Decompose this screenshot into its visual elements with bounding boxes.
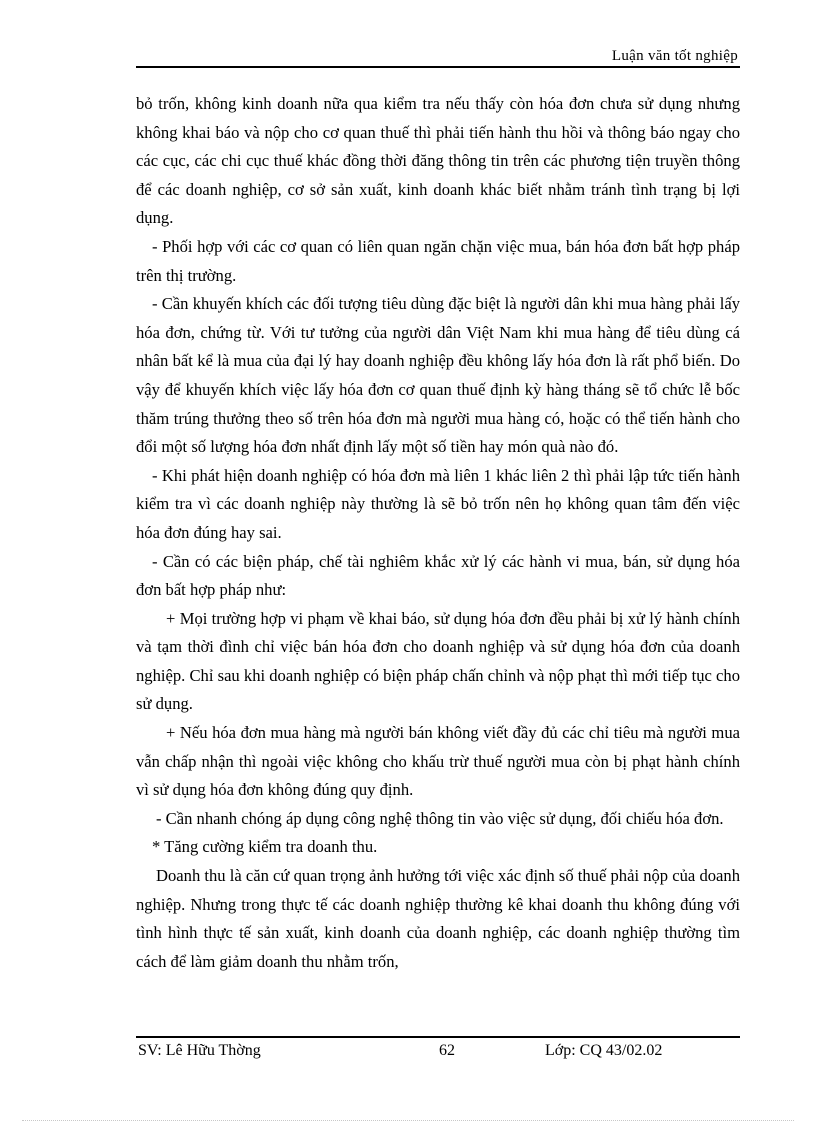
footer-class-code: Lớp: CQ 43/02.02 bbox=[545, 1042, 663, 1059]
paragraph-bullet-sanctions: - Cần có các biện pháp, chế tài nghiêm khắc xử lý các hành vi mua, bán, sử dụng hóa đơn bất hợp pháp như: bbox=[136, 551, 740, 600]
running-header-title: Luận văn tốt nghiệp bbox=[611, 48, 738, 64]
paragraph-bullet-inspection: - Khi phát hiện doanh nghiệp có hóa đơn mà liên 1 khác liên 2 thì phải lập tức tiến hành kiểm tra vì các doanh nghiệp này thường là sẽ bỏ trốn nên họ không quan tâm đến việc hóa đơn đúng hay sai. bbox=[136, 465, 740, 542]
footer-rule bbox=[136, 1036, 740, 1038]
paragraph-bullet-coordination: - Phối hợp với các cơ quan có liên quan ngăn chặn việc mua, bán hóa đơn bất hợp pháp trên thị trường. bbox=[136, 236, 740, 285]
page-bottom-edge bbox=[22, 1120, 794, 1121]
footer-page-number: 62 bbox=[439, 1042, 455, 1059]
page-body bbox=[136, 90, 740, 976]
paragraph-revenue: Doanh thu là căn cứ quan trọng ảnh hưởng tới việc xác định số thuế phải nộp của doanh nghiệp. Nhưng trong thực tế các doanh nghiệp thường kê khai doanh thu không đúng với tình hình thực tế sản xuất, kinh doanh của doanh nghiệp, các doanh nghiệp thường tìm cách để làm giảm doanh thu nhằm trốn, bbox=[136, 866, 740, 971]
section-heading-revenue-inspection: * Tăng cường kiểm tra doanh thu. bbox=[152, 837, 378, 857]
paragraph-subitem-incomplete-invoices: + Nếu hóa đơn mua hàng mà người bán không viết đầy đủ các chỉ tiêu mà người mua vẫn chấp nhận thì ngoài việc không cho khấu trừ thuế người mua còn bị phạt hành chính vì sử dụng hóa đơn không đúng quy định. bbox=[136, 723, 740, 800]
paragraph-subitem-violations: + Mọi trường hợp vi phạm về khai báo, sử dụng hóa đơn đều phải bị xử lý hành chính và tạm thời đình chỉ việc bán hóa đơn cho doanh nghiệp và sử dụng hóa đơn của doanh nghiệp. Chỉ sau khi doanh nghiệp có biện pháp chấn chỉnh và nộp phạt thì mới tiếp tục cho sử dụng. bbox=[136, 608, 740, 714]
paragraph-bullet-technology: - Cần nhanh chóng áp dụng công nghệ thông tin vào việc sử dụng, đối chiếu hóa đơn. bbox=[156, 808, 724, 828]
footer-student-name: SV: Lê Hữu Thờng bbox=[138, 1042, 261, 1059]
header-rule bbox=[136, 66, 740, 68]
paragraph-continuation: bỏ trốn, không kinh doanh nữa qua kiểm tra nếu thấy còn hóa đơn chưa sử dụng nhưng không khai báo và nộp cho cơ quan thuế thì phải tiến hành thu hồi và thông báo ngay cho các cục, các chi cục thuế khác đồng thời đăng thông tin trên các phương tiện truyền thông để các doanh nghiệp, cơ sở sản xuất, kinh doanh khác biết nhằm tránh tình trạng bị lợi dụng. bbox=[136, 94, 740, 228]
paragraph-bullet-encourage-invoices: - Cần khuyến khích các đối tượng tiêu dùng đặc biệt là người dân khi mua hàng phải lấy hóa đơn, chứng từ. Với tư tưởng của người dân Việt Nam khi mua hàng để tiêu dùng cá nhân bất kể là mua của đại lý hay doanh nghiệp đều không lấy hóa đơn là rất phổ biến. Do vậy để khuyến khích việc lấy hóa đơn cơ quan thuế định kỳ hàng tháng sẽ tổ chức lễ bốc thăm trúng thưởng theo số trên hóa đơn mà người mua hàng có, hoặc có thể tiến hành cho đổi một số lượng hóa đơn nhất định lấy một số tiền hay món quà nào đó. bbox=[136, 294, 740, 457]
